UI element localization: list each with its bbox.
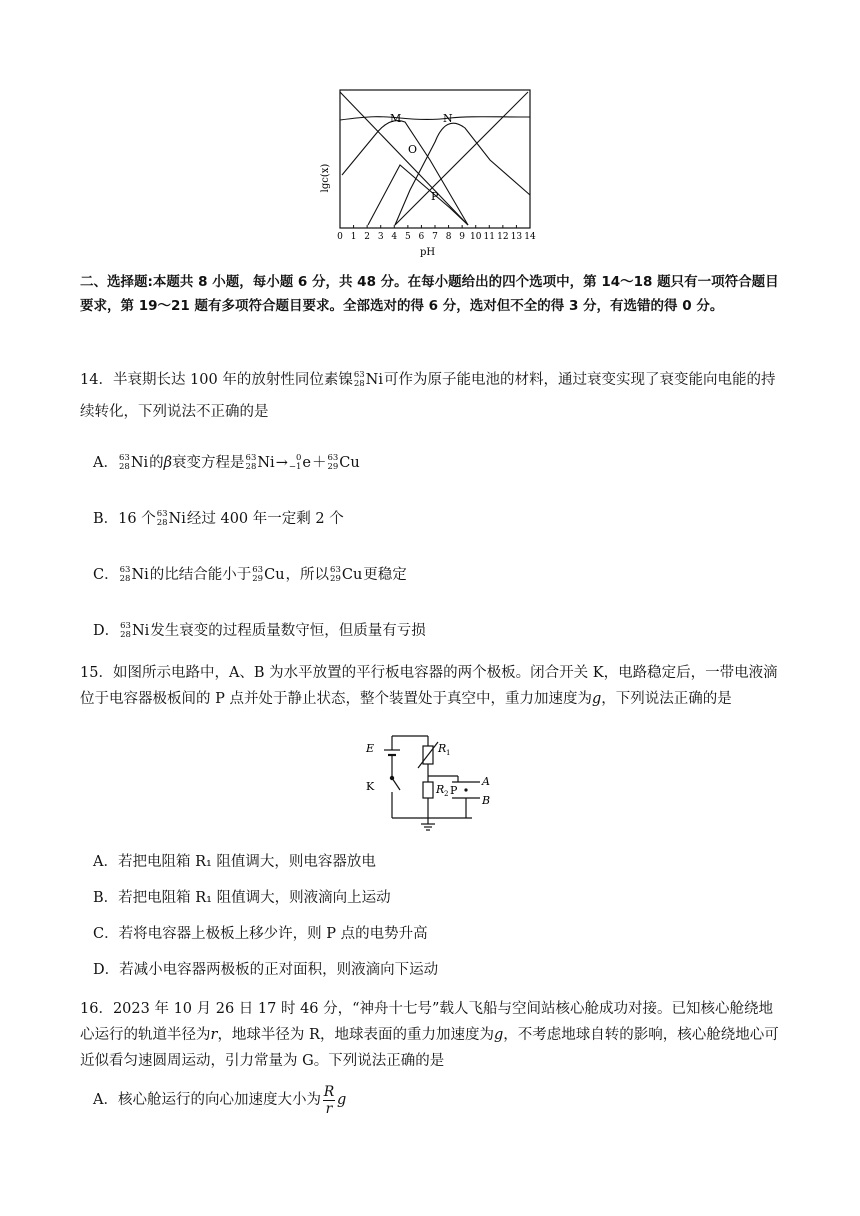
x-tick-label: 7 — [432, 232, 438, 242]
svg-text:A: A — [482, 775, 490, 788]
x-tick-label: 10 — [469, 232, 482, 242]
svg-text:R: R — [438, 742, 447, 755]
q15-option-c: C．若将电容器上极板上移少许，则 P 点的电势升高 — [93, 926, 428, 942]
q14-stem: 14．半衰期长达 100 年的放射性同位素镍 63 28 Ni可作为原子能电池的材料，通过衰变实现了衰变能向电能的持续转化，下列说法不正确的是 — [80, 364, 780, 428]
section-heading: 二、选择题:本题共 8 小题，每小题 6 分，共 48 分。在每小题给出的四个选项中，第 14～18 题只有一项符合题目要求，第 19～21 题有多项符合题目要求。全部选对的得 6 分，选对但不全的得 3 分，有选错的得 0 分。 — [80, 274, 779, 314]
label-N: N — [443, 112, 453, 125]
x-tick-label: 6 — [418, 232, 425, 242]
svg-text:B: B — [482, 794, 491, 807]
svg-text:P: P — [450, 784, 458, 797]
q14-option-a: A． 63 28 Ni的β衰变方程是 63 28 Ni→ 0 −1 e＋ 63 29 Cu — [93, 453, 360, 472]
x-tick-label: 9 — [459, 232, 466, 242]
label-P: P — [431, 190, 439, 203]
q16-option-a: A．核心舱运行的向心加速度大小为 $\frac{R}{r}$ g — [93, 1083, 347, 1117]
q14-option-d: D． 63 28 Ni发生衰变的过程质量数守恒，但质量有亏损 — [93, 621, 426, 640]
svg-text:R: R — [436, 783, 445, 796]
q15-option-b: B．若把电阻箱 R₁ 阻值调大，则液滴向上运动 — [93, 890, 391, 906]
x-axis-label: pH — [420, 247, 436, 258]
q14-option-c: C． 63 28 Ni的比结合能小于 63 29 Cu，所以 63 29 Cu更稳定 — [93, 565, 407, 584]
x-tick-label: 14 — [524, 232, 536, 242]
line-asc — [395, 92, 528, 225]
x-tick-label: 1 — [350, 232, 357, 242]
svg-text:2: 2 — [444, 790, 449, 798]
svg-text:1: 1 — [446, 749, 451, 757]
circuit-diagram — [362, 728, 502, 834]
x-tick-label: 12 — [497, 232, 509, 242]
x-tick-label: 13 — [510, 232, 523, 242]
iso-ni: 63 28 Ni — [353, 370, 383, 389]
q15-option-a: A．若把电阻箱 R₁ 阻值调大，则电容器放电 — [93, 854, 376, 870]
label-O: O — [408, 143, 418, 156]
svg-text:K: K — [366, 780, 375, 793]
x-tick-label: 0 — [337, 232, 343, 242]
q15-option-d: D．若减小电容器两极板的正对面积，则液滴向下运动 — [93, 962, 439, 978]
label-M: M — [390, 112, 402, 125]
svg-text:E: E — [366, 742, 375, 755]
curve-M — [342, 121, 468, 225]
x-tick-label: 3 — [377, 232, 384, 242]
q16-stem: 16．2023 年 10 月 26 日 17 时 46 分，“神舟十七号”载人飞船与空间站核心舱成功对接。已知核心舱绕地心运行的轨道半径为r，地球半径为 R，地球表面的重力加速度为g，不考虑地球自转的影响，核心舱绕地心可近似看匀速圆周运动，引力常量为 G。下列说法正确的是 — [80, 1001, 779, 1069]
x-tick-label: 8 — [445, 232, 452, 242]
x-tick-label: 11 — [483, 232, 496, 242]
q15-stem: 15．如图所示电路中，A、B 为水平放置的平行板电容器的两个极板。闭合开关 K，电路稳定后，一带电液滴位于电容器极板间的 P 点并处于静止状态，整个装置处于真空中，重力加速度为g，下列说法正确的是 — [80, 665, 778, 707]
figure-frame — [340, 90, 530, 228]
x-tick-label: 4 — [391, 232, 398, 242]
x-tick-label: 2 — [364, 232, 371, 242]
q14-option-b: B．16 个 63 28 Ni经过 400 年一定剩 2 个 — [93, 509, 344, 528]
y-axis-label: lgc(x) — [320, 163, 331, 193]
fraction-R-over-r: $\frac{R}{r}$ — [323, 1083, 335, 1117]
x-tick-label: 5 — [404, 232, 411, 242]
lgc-ph-figure — [320, 80, 540, 260]
